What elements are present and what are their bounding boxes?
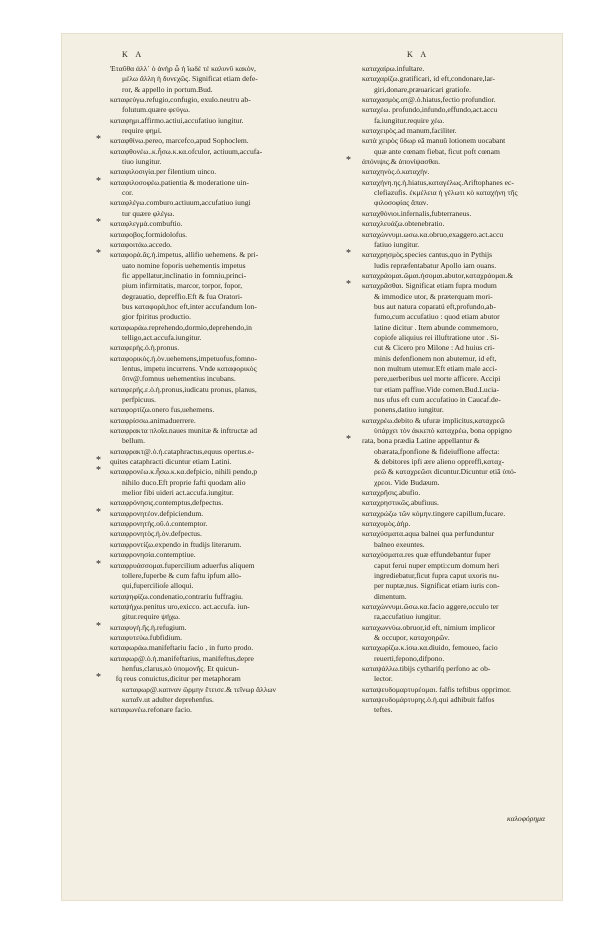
- entry-headline: fq reus conuictus,dicitur per metaphoram: [110, 674, 241, 684]
- entry-line: caput ferui nuper empti:cum domum heri: [374, 560, 500, 570]
- entry-line: tollere,fuperbe & cum faftu ipfum allo-: [122, 570, 242, 580]
- book-page: [62, 34, 562, 900]
- entry-headline: καταψήχω.penitus uro,exicco. act.accufa. iun-: [110, 601, 250, 611]
- entry-line: reuerti,fepono,difpono.: [374, 653, 445, 663]
- entry-line: ὑπάρχει τὸν ἀκκεπὸ καταχρέω, bona oppigno: [374, 426, 512, 436]
- dictionary-entry: [362, 209, 552, 219]
- entry-line: tiuo iungitur.: [122, 157, 162, 167]
- entry-headline: καταφοιτάω.accedo.: [110, 239, 172, 249]
- asterisk-marker: *: [96, 455, 101, 467]
- entry-headline: καταχέω. profundo,infundo,effundo,act.accu: [362, 105, 498, 115]
- running-head-left: K A: [122, 50, 145, 59]
- dictionary-entry: [96, 672, 320, 705]
- dictionary-entry: [110, 654, 320, 675]
- entry-headline: καταφωράω.manifeftariu facio , in furto prodo.: [110, 643, 254, 653]
- dictionary-entry: [96, 558, 320, 592]
- entry-line: cut & Cicero pro Milone : Ad huius cri-: [374, 343, 495, 353]
- entry-headline: καταχειρὸς.ad manum,faciliter.: [362, 126, 457, 136]
- entry-headline: καταχρέω.debito & ufuræ implicitus,καταχρεῶ: [362, 415, 505, 425]
- dictionary-entry: [346, 155, 552, 167]
- entry-line: ludis repræfentabatur Apollo iam ouans.: [374, 260, 497, 270]
- entry-line: clefiazufis. ἐκμέλεια ἡ γέλωτι κὸ καταχήνη τῆς: [374, 188, 518, 198]
- dictionary-entry: [96, 248, 320, 322]
- asterisk-marker: *: [346, 434, 351, 446]
- entry-headline: καταφοβος.formidolofus.: [110, 229, 188, 239]
- entry-headline: καταφθίνω.pereo, marcefco,apud Sophoclem.: [110, 136, 249, 146]
- dictionary-entry: [362, 519, 552, 529]
- entry-headline: καταφρονητὴς.οῦ.ὁ.contemptor.: [110, 519, 208, 529]
- entry-line: μέλω ἄλλη ἡ δυνεχῶς. Significat etiam defe-: [122, 74, 258, 84]
- entry-line: minis defenfionem non abutemur, id eft,: [374, 353, 497, 363]
- entry-headline: καταψάλλω.tibijs cytharifq perfono ac ob-: [362, 663, 491, 673]
- asterisk-marker: *: [346, 248, 351, 260]
- asterisk-marker: *: [346, 155, 351, 167]
- entry-line: lentus, impetu incurrens. Vnde καταφορικὸς: [122, 363, 257, 373]
- entry-headline: καταχρηστικῶς.abufiuus.: [362, 498, 439, 508]
- entry-line: obærata,fponfione & fideiuffione affecta:: [374, 446, 500, 456]
- entry-headline: καταχθόνιοι.infernalis,fubterraneus.: [362, 208, 472, 218]
- entry-line: fatiuo iungitur.: [374, 239, 420, 249]
- entry-line: bellum.: [122, 436, 145, 446]
- dictionary-entry: [362, 230, 552, 251]
- dictionary-entry: [362, 271, 552, 281]
- dictionary-entry: [362, 685, 552, 695]
- dictionary-entry: [362, 529, 552, 550]
- dictionary-entry: [110, 540, 320, 550]
- asterisk-marker: *: [96, 134, 101, 146]
- entry-headline: καταχαίρω.infultare.: [362, 64, 425, 73]
- dictionary-entry: [110, 498, 320, 508]
- dictionary-entry: [362, 74, 552, 95]
- dictionary-entry: [110, 343, 320, 353]
- entry-line: gitur.require ψήχω.: [122, 612, 181, 622]
- entry-headline: καταχράομαι.ῶμαι.ήσομαι.abutor,καταχράομαι.&: [362, 270, 514, 280]
- dictionary-entry: [110, 529, 320, 539]
- dictionary-entry: [110, 602, 320, 623]
- entry-headline: καταχρησμὸς.species cantus,quo in Pythijs: [362, 250, 493, 260]
- dictionary-entry: [362, 550, 552, 602]
- dictionary-entry: [110, 354, 320, 385]
- dictionary-entry: [362, 105, 552, 126]
- right-column: [346, 64, 552, 716]
- dictionary-entry: [362, 602, 552, 623]
- entry-line: pere,uerberibus uel morte afficere. Accipi: [374, 374, 501, 384]
- dictionary-entry: [362, 95, 552, 105]
- entry-headline: καταχυμὸς.ἀὴρ.: [362, 519, 411, 529]
- entry-headline: καταφρονησία.contemptiue.: [110, 550, 196, 560]
- entry-line: melior fibi uideri act.accufa.iungitur.: [122, 488, 234, 498]
- entry-headline: καταχρῆσις.abufio.: [362, 488, 421, 498]
- dictionary-entry: [110, 592, 320, 602]
- dictionary-entry: [96, 217, 320, 229]
- asterisk-marker: *: [96, 620, 101, 632]
- entry-headline: καταχώννυμι.ῶσω.κα.facio aggere,occulo ter: [362, 601, 499, 611]
- entry-line: gior fpiritus productio.: [122, 312, 191, 322]
- dictionary-entry: [346, 434, 552, 488]
- entry-headline: καταφρακτα πλοῖα.naues munitæ & inftructæ ad: [110, 426, 258, 436]
- asterisk-marker: *: [96, 558, 101, 570]
- entry-headline: καταψευδομάρτυρης.ὁ.ἡ.qui adhibuit falfos: [362, 694, 495, 704]
- dictionary-entry: [110, 633, 320, 643]
- entry-line: καταφωρ@.καπναν ὥρμην ἔτεισε.& τεῖνωρ ἄλλων: [122, 684, 276, 694]
- entry-headline: κατὰ χειρὸς ὕδωρ eā manuū lotionem uocabant: [362, 136, 506, 146]
- entry-line: pium infirmitatis, marcor, torpor, fopor,: [122, 281, 243, 291]
- entry-line: tur etiam paffiue.Vide comen.Bud.Lucia-: [374, 384, 500, 394]
- dictionary-entry: [362, 126, 552, 136]
- entry-line: ror, & appello in portum.Bud.: [122, 84, 213, 94]
- entry-headline: καταφωρ@.ὁ.ἡ.manifeftarius, manifeftus,depre: [110, 653, 254, 663]
- entry-line: nus ufus eft cum accufatiuo in Caucaf.de-: [374, 395, 501, 404]
- entry-line: ρεῶ & καταχρεῶσι dicuntur.Dicuntur etiā ὑπό-: [374, 467, 517, 477]
- dictionary-entry: [362, 488, 552, 498]
- dictionary-entry: [110, 240, 320, 250]
- dictionary-entry: [362, 623, 552, 644]
- dictionary-entry: [110, 147, 320, 168]
- dictionary-entry: [346, 248, 552, 271]
- entry-headline: καταφρόνησις.contemptus,defpectus.: [110, 498, 224, 508]
- dictionary-entry: [110, 198, 320, 219]
- left-column: [96, 64, 320, 716]
- entry-headline: καταφωράω.reprehendo,dormio,deprehendo,in: [110, 322, 252, 332]
- entry-headline: καταφρακτ@.ὁ.ἡ.cataphractus,equus opertus.e-: [110, 446, 254, 456]
- dictionary-entry: [110, 705, 320, 715]
- entry-headline: Ἐταῦθα ἀλλ᾽ ὁ ἀνὴρ ὧ ἡ ἴωδέ τέ καλυνὕ κακὸν,: [110, 64, 256, 73]
- entry-line: fumo,cum accufatiuo : quod etiam abutor: [374, 312, 500, 322]
- asterisk-marker: *: [96, 175, 101, 187]
- entry-headline: καταχύσματα.res quæ effundebantur fuper: [362, 550, 491, 560]
- entry-headline: καταχωννύω.obruor,id eft, nimium implicor: [362, 622, 496, 632]
- entry-headline: καταχώννυμι.ωσω.κα.obruo,exaggero.act.accu: [362, 229, 504, 239]
- dictionary-entry: [110, 116, 320, 137]
- entry-headline: καταφρονητέον.defpiciendum.: [110, 508, 204, 518]
- asterisk-marker: *: [96, 506, 101, 518]
- entry-headline: καταχηνὸς.ὁ.καταχὴν.: [362, 167, 430, 177]
- entry-line: non multum utemur.Eft etiam male acci-: [374, 363, 498, 373]
- dictionary-entry: [362, 136, 552, 157]
- dictionary-entry: [110, 519, 320, 529]
- entry-line: bus aut natura coparatú eft,profundo,ab-: [374, 301, 496, 311]
- dictionary-entry: [110, 64, 320, 95]
- entry-line: require φημί.: [122, 126, 162, 136]
- asterisk-marker: *: [96, 217, 101, 229]
- entry-line: folutum.quære φεύγω.: [122, 105, 190, 115]
- entry-headline: ἀπόνιψις.& ἀπονίψασθαι.: [362, 157, 441, 167]
- entry-line: quæ ante cœnam fiebat, ficut poft cœnam: [374, 146, 500, 156]
- entry-headline: καταφερὴς.ό.ἡ.pronus.: [110, 343, 180, 353]
- dictionary-entry: [110, 323, 320, 344]
- entry-headline: καταχλευάζω.obtenebratio.: [362, 219, 445, 229]
- dictionary-entry: [110, 385, 320, 406]
- entry-line: uato nomine foporis uehementis impetus: [122, 260, 246, 270]
- dictionary-entry: [110, 643, 320, 653]
- entry-headline: rata, bona prædia Latine appellantur &: [362, 436, 480, 446]
- entry-headline: καταφρονητὸς.ή.ὸν.defpectus.: [110, 529, 202, 539]
- entry-headline: καταχασμὸς.ατ@.ὁ.hiatus,fectio profundior.: [362, 95, 496, 105]
- entry-line: & immodice utor, & præterquam mori-: [374, 291, 493, 301]
- entry-line: giri,donare,præuaricari gratiofe.: [374, 84, 471, 94]
- entry-headline: καταχύσματα.aqua balnei qua perfunduntur: [362, 529, 495, 539]
- entry-headline: καταφιλοσοφέω.patientia & moderatione uin-: [110, 177, 249, 187]
- dictionary-entry: [110, 95, 320, 116]
- entry-headline: καταφωνέω.refonare facio.: [110, 705, 192, 715]
- dictionary-entry: [362, 695, 552, 716]
- entry-line: φιλοσοφίας ἅπαν.: [374, 198, 429, 208]
- entry-headline: καταφρυάσσομαι.fupercilium aduerfus aliquem: [110, 560, 255, 570]
- entry-headline: quites cataphracti dicuntur etiam Latini.: [110, 457, 232, 467]
- asterisk-marker: *: [346, 279, 351, 291]
- entry-headline: καταφορικὸς.ὴ.ὸν.uehemens,impetuofus,fomno-: [110, 353, 257, 363]
- dictionary-entry: [362, 509, 552, 519]
- asterisk-marker: *: [96, 672, 101, 684]
- entry-line: latine dicitur . Item abunde commemoro,: [374, 322, 499, 332]
- entry-line: per nuptæ,nus. Significat etiam iuris con-: [374, 581, 500, 591]
- dictionary-entry: [362, 664, 552, 685]
- running-head-right: K A: [407, 50, 430, 59]
- entry-headline: καταφθονέω..κ.ἦσω.κ.κα.ofculor, actiuum,accufa-: [110, 146, 263, 156]
- entry-line: tur quære φλέγω.: [122, 208, 175, 218]
- entry-headline: καταφροντίζω.expendo in ftudijs literarum.: [110, 539, 242, 549]
- catchword: καλοφόρημα: [507, 814, 545, 823]
- entry-line: balneo exeuntes.: [374, 539, 425, 549]
- dictionary-entry: [362, 219, 552, 229]
- dictionary-entry: [346, 279, 552, 415]
- dictionary-entry: [362, 643, 552, 664]
- dictionary-entry: [96, 620, 320, 633]
- entry-headline: καταχήνη.ης.ἡ.hiatus,καταγέλως.Ariftophanes ec-: [362, 177, 514, 187]
- entry-headline: καταχωρίζω.κ.ὶσω.κα.diuido, femoueo, facio: [362, 643, 498, 653]
- dictionary-entry: [110, 426, 320, 447]
- entry-headline: καταχρώζω τῶν κόμην.tingere capillum,fucare.: [362, 508, 506, 518]
- dictionary-entry: [110, 167, 320, 177]
- dictionary-entry: [362, 178, 552, 209]
- dictionary-entry: [110, 405, 320, 415]
- dictionary-entry: [362, 64, 552, 74]
- dictionary-entry: [96, 175, 320, 199]
- entry-headline: καταφλέγω.comburo.actiuum,accufatiuo iungi: [110, 198, 251, 208]
- entry-line: ingrediebatur,ficut fupra caput uxoris nu-: [374, 570, 500, 580]
- dictionary-entry: [96, 465, 320, 498]
- asterisk-marker: *: [96, 465, 101, 477]
- entry-line: ponens,datiuo iungitur.: [374, 405, 444, 415]
- entry-line: copiofe aliquius rei illuftratione utor . Si-: [374, 332, 500, 342]
- entry-headline: καταφερής.ε.ὁ.ἡ.pronus,iudicatu pronus, planus,: [110, 384, 257, 394]
- entry-line: perfpicuus.: [122, 395, 156, 404]
- entry-line: cor.: [122, 188, 134, 198]
- entry-line: dimentum.: [374, 591, 407, 601]
- entry-headline: καταψηφίζω.condenatio,contrariu fuffragiu.: [110, 591, 243, 601]
- dictionary-entry: [110, 550, 320, 560]
- entry-line: & debitores ipfi ære alieno oppreffi,καταχ-: [374, 457, 505, 467]
- asterisk-marker: *: [96, 248, 101, 260]
- entry-line: fa.iungitur.require χέω.: [374, 115, 445, 125]
- entry-headline: καταφρίσσω.animaduerrere.: [110, 415, 196, 425]
- dictionary-entry: [362, 498, 552, 508]
- dictionary-entry: [96, 506, 320, 519]
- entry-line: καταῖν.ut adulter deprehenfus.: [122, 694, 214, 704]
- entry-headline: καταφλεγμὰ.combuftio.: [110, 219, 183, 229]
- entry-line: bus καταφορὰ,hoc eft,inter accufandum lon-: [122, 301, 257, 311]
- dictionary-entry: [96, 134, 320, 146]
- entry-headline: καταφορὰ.ᾶς.ἡ.impetus, allifio uehemens. & pri-: [110, 250, 259, 260]
- entry-line: nihilo duco.Eft proprie fafti quodam alio: [122, 477, 246, 487]
- entry-line: & occupor, καταχοηρῶν.: [374, 632, 450, 642]
- entry-line: lector.: [374, 674, 393, 684]
- dictionary-entry: [96, 455, 320, 467]
- dictionary-entry: [362, 416, 552, 437]
- entry-headline: καταφεύγω.refugio,confugio, exulo.neutru ab-: [110, 95, 251, 105]
- entry-headline: καταφημι.affirmo.actiui,accufatiuo iungitur.: [110, 115, 244, 125]
- entry-headline: καταφυτεύω.fubfidium.: [110, 632, 183, 642]
- entry-headline: καταφορτίζω.onero fus,uehemens.: [110, 405, 215, 415]
- entry-line: qui,fupercilioſe alloqui.: [122, 581, 194, 591]
- entry-line: ὕπν@.fomnus uehementius incubans.: [122, 374, 236, 384]
- dictionary-entry: [110, 416, 320, 426]
- dictionary-entry: [362, 167, 552, 177]
- dictionary-entry: [110, 447, 320, 457]
- entry-line: fic appellatur,inclinatio in fomniu,princi-: [122, 270, 247, 280]
- entry-headline: καταχρᾶσθαι. Significat etiam fupra modum: [362, 281, 497, 291]
- entry-line: henfus,clarus,κὸ ὑπομονῆς. Et quicun-: [122, 663, 240, 673]
- entry-line: χρεοι. Vide Budæum.: [374, 477, 440, 487]
- entry-headline: καταχαρίζω.gratificari, id eft,condonare,lar-: [362, 74, 495, 84]
- entry-line: teftes.: [374, 705, 393, 715]
- entry-headline: καταφρονέω.κ.ἦσω.κ.κα.defpicio, nihili pendo,p: [110, 467, 258, 477]
- entry-line: degrauatio, depreffio.Eft & fua Oratori-: [122, 291, 243, 301]
- entry-headline: καταφυγὴ.ῆς.ἡ.refugium.: [110, 622, 187, 632]
- dictionary-entry: [110, 230, 320, 240]
- entry-headline: καταφιλοσιγία.per filentium uinco.: [110, 167, 217, 177]
- entry-line: ra,accufatiuo iungitur.: [374, 612, 441, 622]
- entry-headline: καταψευδομαρτυρέομαι. falfis teftibus opprimor.: [362, 684, 512, 694]
- entry-line: telligo,act.accufa.iungitur.: [122, 332, 202, 342]
